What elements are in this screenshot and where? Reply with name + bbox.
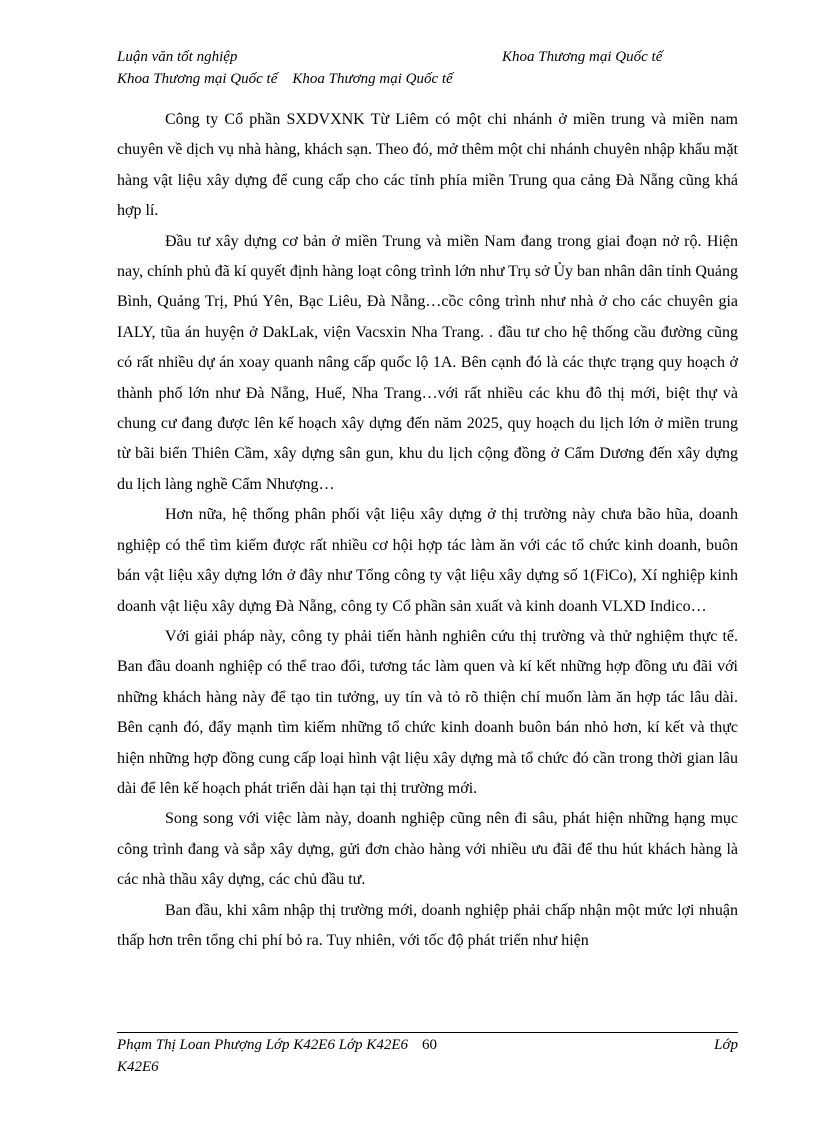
paragraph: Song song với việc làm này, doanh nghiệp cũng nên đi sâu, phát hiện những hạng mục công trình đang và sắp xây dựng, gửi đơn chào hàng với nhiều ưu đãi để thu hút khách hàng là các nhà thầu xây dựng, các chủ đầu tư. <box>117 810 738 889</box>
footer-rule <box>117 1032 738 1033</box>
header-row-2 <box>117 68 717 90</box>
page-footer <box>117 1034 738 1078</box>
footer-row-1 <box>117 1034 738 1056</box>
footer-author: Phạm Thị Loan Phượng Lớp K42E6 Lớp K42E6 <box>117 1037 408 1053</box>
paragraph: Với giải pháp này, công ty phải tiến hành nghiên cứu thị trường và thử nghiệm thực tế. Ban đầu doanh nghiệp có thể trao đổi, tương tác làm quen và kí kết những hợp đồng ưu đãi với những khách hàng này để tạo tin tưởng, uy tín và tỏ rõ thiện chí muốn làm ăn hợp tác lâu dài. Bên cạnh đó, đẩy mạnh tìm kiếm những tổ chức kinh doanh buôn bán nhỏ hơn, kí kết và thực hiện những hợp đồng cung cấp loại hình vật liệu xây dựng mà tổ chức đó cần trong thời gian lâu dài để lên kế hoạch phát triển dài hạn tại thị trường mới. <box>117 627 738 797</box>
footer-row-2 <box>117 1056 738 1078</box>
header-faculty: Khoa Thương mại Quốc tế <box>502 49 663 65</box>
page-number: 60 <box>422 1037 437 1053</box>
paragraph: Đầu tư xây dựng cơ bản ở miền Trung và miền Nam đang trong giai đoạn nở rộ. Hiện nay, chính phủ đã kí quyết định hàng loạt công trình lớn như Trụ sở Ủy ban nhân dân tỉnh Quảng Bình, Quảng Trị, Phú Yên, Bạc Liêu, Đà Nẵng…cồc công trình như nhà ở cho các chuyên gia IALY, tũa án huyện ở DakLak, viện Vacsxin Nha Trang. . đầu tư cho hệ thống cầu đường cũng có rất nhiều dự án xoay quanh nâng cấp quốc lộ 1A. Bên cạnh đó là các thực trạng quy hoạch ở thành phố lớn như Đà Nẵng, Huế, Nha Trang…với rất nhiều các khu đô thị mới, biệt thự và chung cư đang được lên kế hoạch xây dựng đến năm 2025, quy hoạch du lịch lớn ở miền trung từ bãi biển Thiên Cầm, xây dựng sân gun, khu du lịch cộng đồng ở Cẩm Dương đến xây dựng du lịch làng nghề Cẩm Nhượng… <box>117 232 738 493</box>
paragraph: Công ty Cổ phần SXDVXNK Từ Liêm có một chi nhánh ở miền trung và miền nam chuyên về dịch vụ nhà hàng, khách sạn. Theo đó, mở thêm một chi nhánh chuyên nhập khẩu mặt hàng vật liệu xây dựng để cung cấp cho các tỉnh phía miền Trung qua cảng Đà Nẵng cũng khá hợp lí. <box>117 111 738 220</box>
paragraph: Ban đầu, khi xâm nhập thị trường mới, doanh nghiệp phải chấp nhận một mức lợi nhuận thấp hơn trên tổng chi phí bỏ ra. Tuy nhiên, với tốc độ phát triển như hiện <box>117 901 738 949</box>
footer-class-label: Lớp <box>714 1037 738 1053</box>
header-faculty-repeat: Khoa Thương mại Quốc tế Khoa Thương mại Quốc tế <box>117 71 453 87</box>
footer-class-code: K42E6 <box>117 1059 159 1075</box>
header-thesis-title: Luận văn tốt nghiệp <box>117 49 238 65</box>
document-body <box>117 105 738 956</box>
header-row-1 <box>117 46 717 68</box>
page-header <box>117 46 717 90</box>
paragraph: Hơn nữa, hệ thống phân phối vật liệu xây dựng ở thị trường này chưa bão hũa, doanh nghiệp có thể tìm kiếm được rất nhiều cơ hội hợp tác làm ăn với các tổ chức kinh doanh, buôn bán vật liệu xây dựng lớn ở đây như Tổng công ty vật liệu xây dựng số 1(FiCo), Xí nghiệp kinh doanh vật liệu xây dựng Đà Nẵng, công ty Cổ phần sản xuất và kinh doanh VLXD Indico… <box>117 506 738 615</box>
